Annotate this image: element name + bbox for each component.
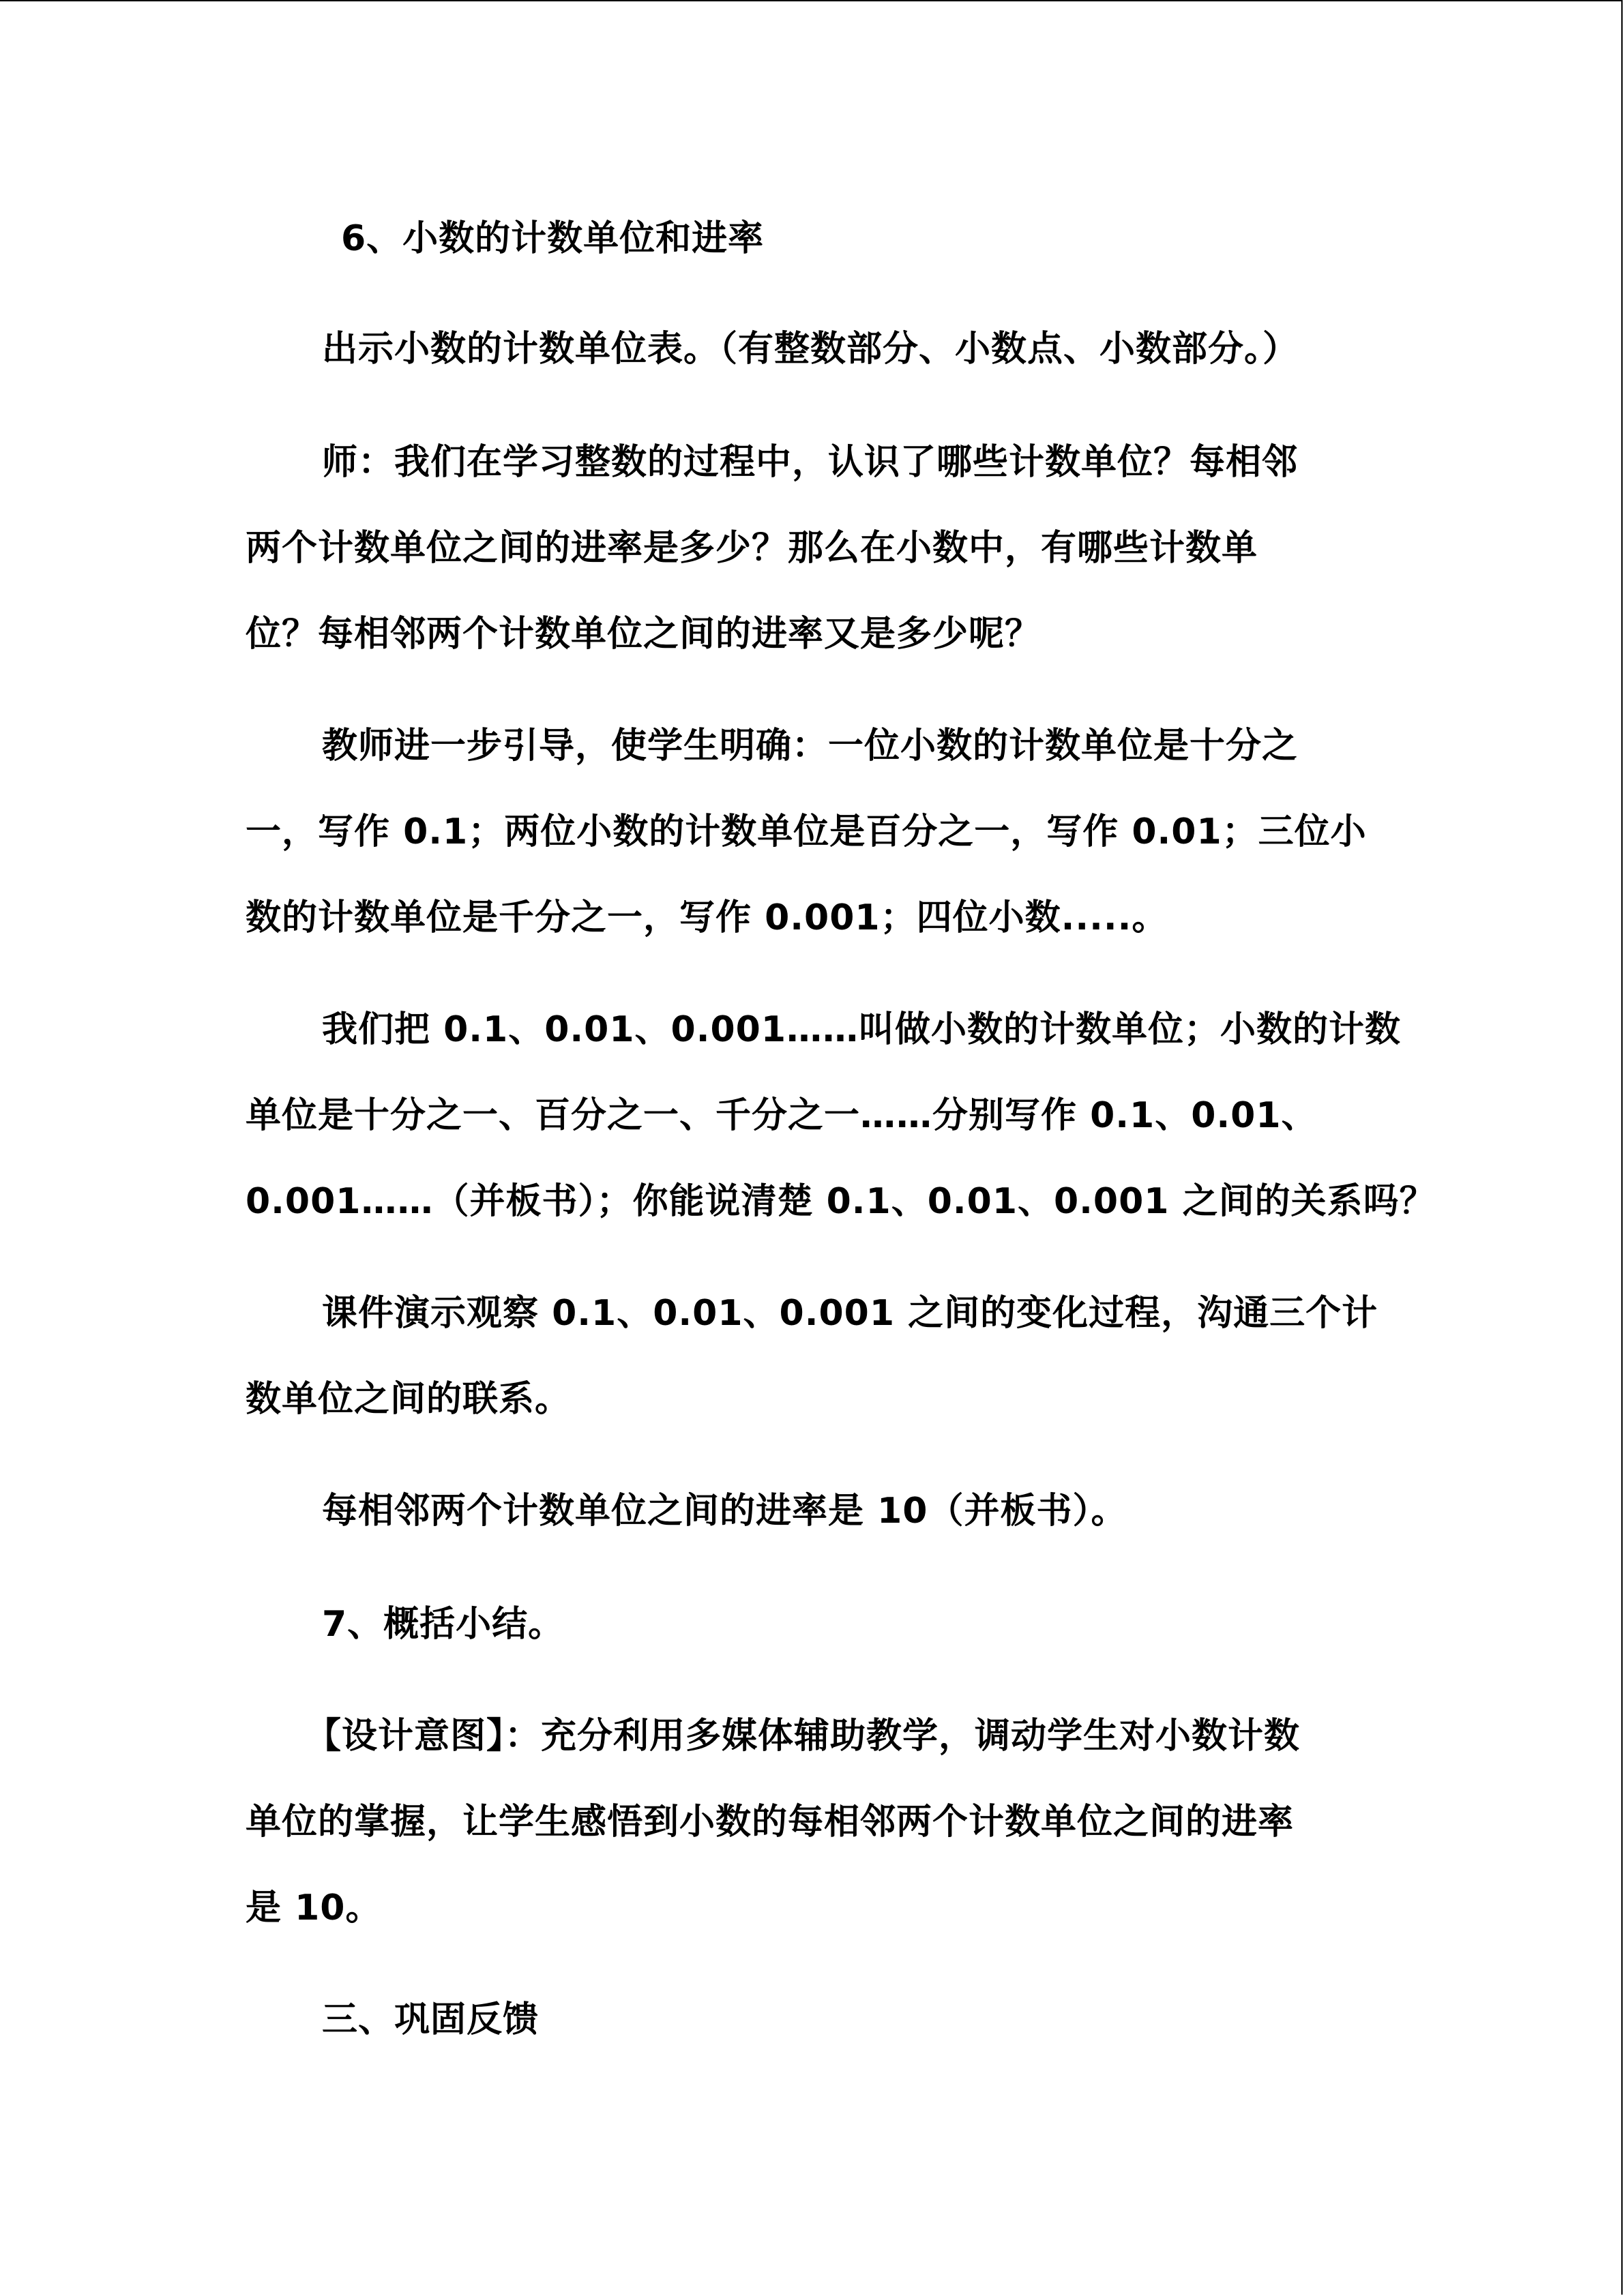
paragraph-line: 单位是十分之一、百分之一、千分之一……分别写作 0.1、0.01、 <box>246 1095 1318 1136</box>
paragraph-line: 是 10。 <box>246 1888 382 1928</box>
paragraph-line: 我们把 0.1、0.01、0.001……叫做小数的计数单位；小数的计数 <box>322 1009 1402 1050</box>
paragraph-line: 0.001……（并板书）；你能说清楚 0.1、0.01、0.001 之间的关系吗？ <box>246 1181 1436 1222</box>
paragraph-line: 每相邻两个计数单位之间的进率是 10（并板书）。 <box>322 1491 1127 1532</box>
paragraph-line: 数单位之间的联系。 <box>246 1379 572 1420</box>
paragraph-line: 一，写作 0.1；两位小数的计数单位是百分之一，写作 0.01；三位小 <box>246 811 1367 852</box>
paragraph-line: 课件演示观察 0.1、0.01、0.001 之间的变化过程，沟通三个计 <box>322 1293 1378 1334</box>
paragraph-line: 教师进一步引导，使学生明确：一位小数的计数单位是十分之 <box>322 726 1299 766</box>
section-heading-7: 7、概括小结。 <box>322 1604 565 1645</box>
paragraph-line: 两个计数单位之间的进率是多少？那么在小数中，有哪些计数单 <box>246 528 1258 569</box>
paragraph-line: 位？每相邻两个计数单位之间的进率又是多少呢？ <box>246 614 1042 655</box>
paragraph-line: 数的计数单位是千分之一，写作 0.001；四位小数.....。 <box>246 897 1168 938</box>
paragraph-line: 师：我们在学习整数的过程中，认识了哪些计数单位？每相邻 <box>322 442 1299 483</box>
section-heading-6: 6、小数的计数单位和进率 <box>341 218 765 259</box>
section-heading-3: 三、巩固反馈 <box>322 1999 540 2040</box>
design-intent-line: 【设计意图】：充分利用多媒体辅助教学，调动学生对小数计数 <box>306 1716 1301 1757</box>
paragraph-line: 单位的掌握，让学生感悟到小数的每相邻两个计数单位之间的进率 <box>246 1802 1295 1843</box>
paragraph-line: 出示小数的计数单位表。（有整数部分、小数点、小数部分。） <box>322 329 1299 370</box>
